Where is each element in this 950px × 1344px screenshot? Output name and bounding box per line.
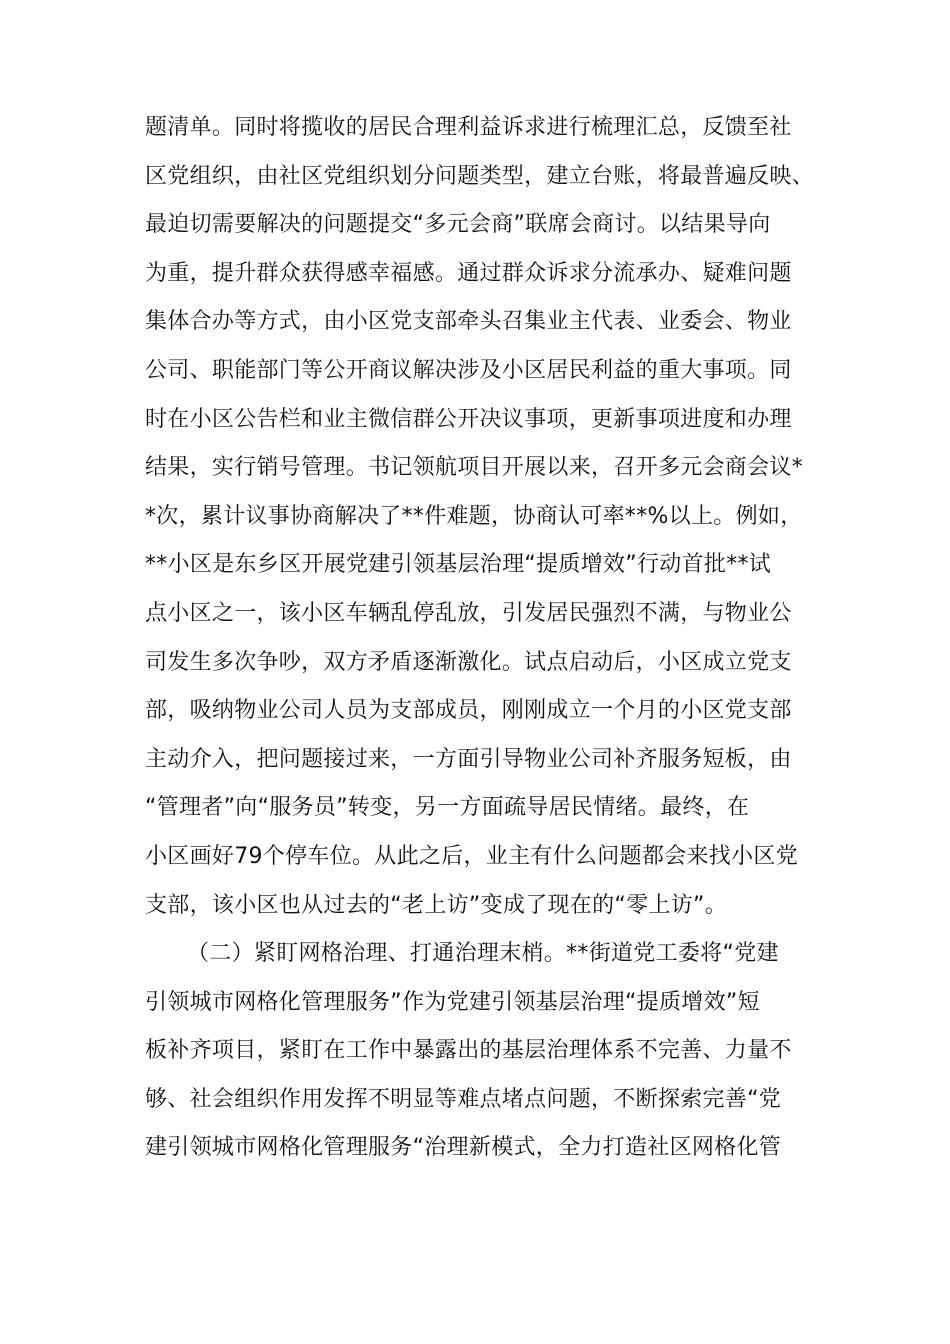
text-line: 点小区之一，该小区车辆乱停乱放，引发居民强烈不满，与物业公 (145, 600, 792, 626)
text-line: 部，吸纳物业公司人员为支部成员，刚刚成立一个月的小区党支部 (145, 698, 792, 724)
text-line: 为重，提升群众获得感幸福感。通过群众诉求分流承办、疑难问题 (145, 260, 792, 286)
text-line: 小区画好79个停车位。从此之后，业主有什么问题都会来找小区党 (145, 843, 798, 869)
text-line: *次，累计议事协商解决了**件难题，协商认可率**%以上。例如， (145, 503, 803, 529)
text-line: 支部，该小区也从过去的“老上访”变成了现在的“零上访”。 (145, 892, 727, 918)
text-line: 区党组织，由社区党组织划分问题类型，建立台账，将最普遍反映、 (145, 163, 815, 189)
text-line: 建引领城市网格化管理服务“治理新模式，全力打造社区网格化管 (145, 1135, 782, 1161)
text-line: 司发生多次争吵，双方矛盾逐渐激化。试点启动后，小区成立党支 (145, 649, 792, 675)
text-line: 引领城市网格化管理服务”作为党建引领基层治理“提质增效”短 (145, 989, 760, 1015)
text-line: 板补齐项目，紧盯在工作中暴露出的基层治理体系不完善、力量不 (145, 1038, 792, 1064)
text-line: 公司、职能部门等公开商议解决涉及小区居民利益的重大事项。同 (145, 357, 792, 383)
body-text (145, 104, 815, 1173)
text-line: 题清单。同时将揽收的居民合理利益诉求进行梳理汇总，反馈至社 (145, 115, 792, 140)
section-heading-line: （二）紧盯网格治理、打通治理末梢。**街道党工委将“党建 (187, 941, 779, 967)
text-line: 最迫切需要解决的问题提交“多元会商”联席会商讨。以结果导向 (145, 212, 771, 238)
text-line: 集体合办等方式，由小区党支部牵头召集业主代表、业委会、物业 (145, 309, 792, 335)
text-line: 结果，实行销号管理。书记领航项目开展以来，召开多元会商会议* (145, 455, 804, 481)
text-line: 主动介入，把问题接过来，一方面引导物业公司补齐服务短板，由 (145, 746, 792, 772)
text-line: 够、社会组织作用发挥不明显等难点堵点问题，不断探索完善“党 (145, 1086, 782, 1112)
text-line: **小区是东乡区开展党建引领基层治理“提质增效”行动首批**试 (145, 552, 772, 578)
text-line: “管理者”向“服务员”转变，另一方面疏导居民情绪。最终，在 (145, 795, 750, 821)
text-line: 时在小区公告栏和业主微信群公开决议事项，更新事项进度和办理 (145, 406, 792, 432)
